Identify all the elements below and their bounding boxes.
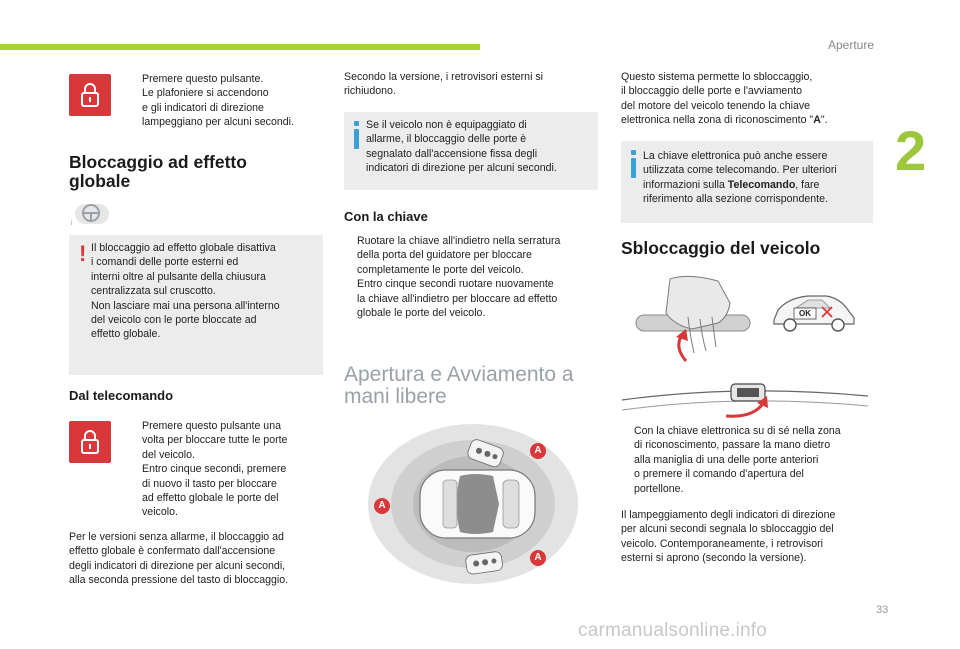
remote-bullet-2: Entro cinque secondi, premere di nuovo il tasto per bloccare ad effetto globale le porte del veicolo. xyxy=(142,463,287,519)
key-bullet-1: Ruotare la chiave all'indietro nella serratura della porta del guidatore per bloccare completamente le porte del veicolo. xyxy=(357,235,561,276)
key-title: Con la chiave xyxy=(344,209,428,224)
car-unlocked-illustration xyxy=(770,290,858,334)
header-accent-bar xyxy=(0,44,480,50)
info-icon xyxy=(354,129,359,149)
unlock-paragraph: Il lampeggiamento degli indicatori di direzione per alcuni secondi segnala lo sbloccaggio del veicolo. Contemporaneamente, i retrovisori esterni si aprono (secondo la versione). xyxy=(621,509,836,565)
key-bullets xyxy=(344,234,600,320)
info-icon-dot xyxy=(631,150,636,155)
handsfree-intro-end: ". xyxy=(820,114,828,127)
info-icon-dot xyxy=(354,121,359,126)
svg-text:i: i xyxy=(71,220,73,227)
warning-icon: ! xyxy=(79,241,87,266)
unlock-bullet-1: Con la chiave elettronica su di sé nella zona di riconoscimento, passare la mano dietro alla maniglia di una delle porte anteriori o premere il comando d'apertura del portellone. xyxy=(634,425,841,495)
tailgate-button-illustration xyxy=(620,376,872,424)
watermark: carmanualsonline.info xyxy=(578,620,768,641)
remote-bullet-1: Premere questo pulsante una volta per bloccare tutte le porte del veicolo. xyxy=(142,420,288,461)
global-lock-title-line1: Bloccaggio ad effetto xyxy=(69,152,247,172)
handsfree-intro-zone: A xyxy=(813,114,821,127)
warning-text: Il bloccaggio ad effetto globale disattiva i comandi delle porte esterni ed interni oltre al pulsante della chiusura centralizzata sul cruscotto. Non lasciare mai una persona all'interno del veicolo con le porte bloccate ad effetto globale. xyxy=(91,242,280,341)
info-remote-text-start: La chiave elettronica può anche essere utilizzata come telecomando. Per ulteriori informazioni sulla xyxy=(643,150,837,191)
info-box-remote xyxy=(621,141,873,223)
ok-label: OK xyxy=(799,309,811,318)
lock-button-icon xyxy=(69,74,111,116)
steering-wheel-icon xyxy=(69,200,111,228)
page-number: 33 xyxy=(876,604,889,616)
unlock-bullets xyxy=(621,424,877,496)
zone-a-label: A xyxy=(534,552,542,563)
zone-a-label: A xyxy=(378,500,386,511)
mirror-intro: Secondo la versione, i retrovisori esterni si richiudono. xyxy=(344,71,544,98)
chapter-number: 2 xyxy=(895,119,927,182)
key-bullet-2: Entro cinque secondi ruotare nuovamente la chiave all'indietro per bloccare ad effetto globale le porte del veicolo. xyxy=(357,278,558,320)
section-title: Aperture xyxy=(827,38,874,52)
global-lock-title xyxy=(69,153,319,191)
handsfree-title xyxy=(344,364,604,408)
handsfree-title-line2: mani libere xyxy=(344,385,447,408)
info-remote-link: Telecomando xyxy=(727,178,796,191)
handsfree-intro xyxy=(621,70,875,128)
warning-box xyxy=(69,235,323,375)
lamp-bullet-text: Premere questo pulsante. Le plafoniere si accendono e gli indicatori di direzione lampeggiano per alcuni secondi. xyxy=(142,73,294,129)
global-lock-title-line2: globale xyxy=(69,171,131,191)
handsfree-title-line1: Apertura e Avviamento a xyxy=(344,363,574,386)
unlock-title: Sbloccaggio del veicolo xyxy=(621,238,821,258)
remote-paragraph: Per le versioni senza allarme, il bloccaggio ad effetto globale è confermato dall'accensione degli indicatori di direzione per alcuni secondi, alla seconda pressione del tasto di bloccaggio. xyxy=(69,531,289,587)
info-icon xyxy=(631,158,636,178)
remote-bullets xyxy=(129,419,324,520)
recognition-zone-illustration xyxy=(365,420,580,585)
zone-a-label: A xyxy=(534,445,542,456)
door-handle-hand-illustration xyxy=(630,273,755,365)
handsfree-intro-text: Questo sistema permette lo sbloccaggio, il bloccaggio delle porte e l'avviamento del motore del veicolo tenendo la chiave elettronica nella zona di riconoscimento " xyxy=(621,71,814,127)
lock-button-icon xyxy=(69,421,111,463)
info-remote-text-end: , fare riferimento alla sezione corrispondente. xyxy=(643,178,828,206)
info-alarm-text: Se il veicolo non è equipaggiato di allarme, il bloccaggio delle porte è segnalato dall'accensione fissa degli indicatori di direzione per alcuni secondi. xyxy=(366,119,557,175)
info-remote-text xyxy=(643,149,869,207)
info-box-alarm xyxy=(344,112,598,190)
lamp-bullet xyxy=(129,72,324,130)
remote-title: Dal telecomando xyxy=(69,388,174,403)
